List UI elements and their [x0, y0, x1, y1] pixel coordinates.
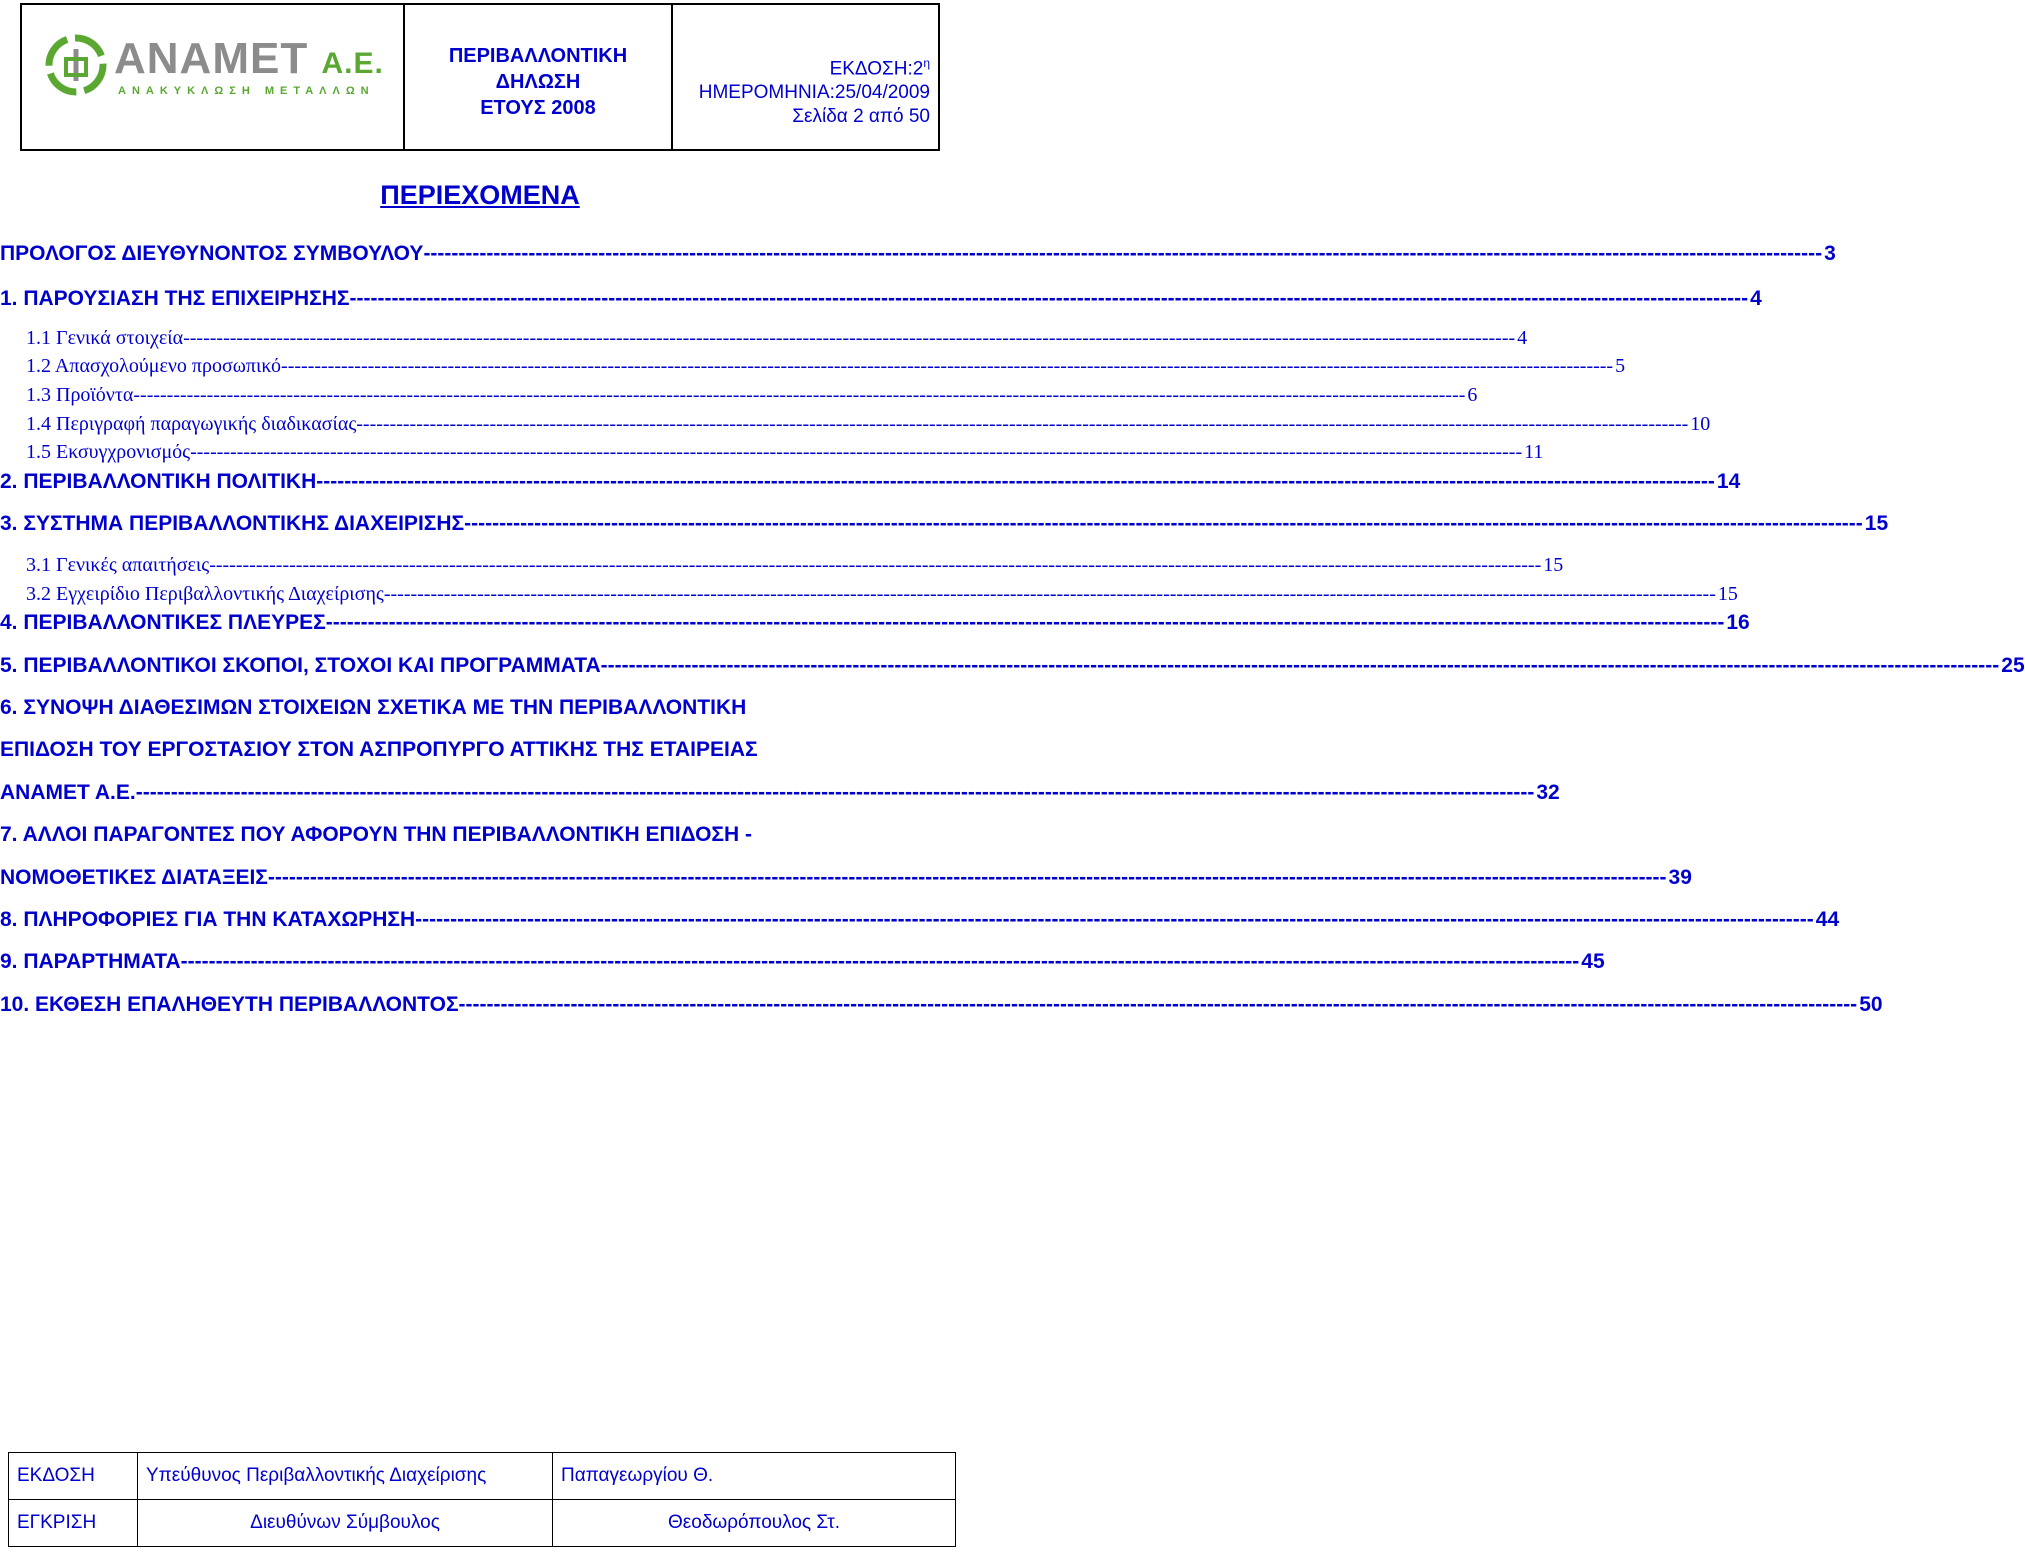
toc-leader: --------------------------------------------------------------------------------------------------------------------------------------------------------------------------------------------------------: [135, 781, 1535, 804]
date: ΗΜΕΡΟΜΗΝΙΑ:25/04/2009: [698, 82, 930, 104]
toc-entry[interactable]: [0, 470, 1741, 494]
toc-entry[interactable]: [0, 611, 1750, 635]
toc-entry[interactable]: [0, 355, 1626, 378]
toc-entry-line[interactable]: 7. ΑΛΛΟΙ ΠΑΡΑΓΟΝΤΕΣ ΠΟΥ ΑΦΟΡΟΥΝ ΤΗΝ ΠΕΡΙΒΑΛΛΟΝΤΙΚΗ ΕΠΙΔΟΣΗ -: [0, 823, 753, 846]
toc-entry-page: 10: [1690, 413, 1711, 435]
toc-entry-page: 3: [1824, 242, 1836, 265]
approval-position: Υπεύθυνος Περιβαλλοντικής Διαχείρισης: [138, 1453, 553, 1500]
toc-entry[interactable]: [0, 993, 1883, 1017]
toc-leader: --------------------------------------------------------------------------------------------------------------------------------------------------------------------------------------------------------: [133, 384, 1466, 406]
toc-entry-label: 1.4 Περιγραφή παραγωγικής διαδικασίας: [26, 413, 357, 435]
toc-entry-label: ΝΟΜΟΘΕΤΙΚΕΣ ΔΙΑΤΑΞΕΙΣ: [0, 866, 268, 889]
toc-entry[interactable]: [0, 441, 1544, 464]
toc-entry-label: 1.1 Γενικά στοιχεία: [26, 327, 184, 349]
toc-entry-label: 1. ΠΑΡΟΥΣΙΑΣΗ ΤΗΣ ΕΠΙΧΕΙΡΗΣΗΣ: [0, 287, 350, 310]
toc-entry-page: 14: [1716, 470, 1741, 493]
edition-text: ΕΚΔΟΣΗ:2: [829, 58, 924, 80]
toc-leader: --------------------------------------------------------------------------------------------------------------------------------------------------------------------------------------------------------: [415, 908, 1814, 931]
document-meta: [673, 5, 938, 149]
toc-entry-label: ΠΡΟΛΟΓΟΣ ΔΙΕΥΘΥΝΟΝΤΟΣ ΣΥΜΒΟΥΛΟΥ: [0, 242, 424, 265]
approval-name: Θεοδωρόπουλος Στ.: [553, 1500, 956, 1547]
toc-leader: --------------------------------------------------------------------------------------------------------------------------------------------------------------------------------------------------------: [458, 993, 1858, 1016]
edition-superscript: η: [923, 56, 930, 70]
toc-entry-page: 5: [1615, 355, 1626, 377]
recycling-logo-icon: [46, 35, 106, 95]
toc-entry-page: 25: [2001, 654, 2025, 677]
toc-entry-page: 4: [1517, 327, 1528, 349]
logo-wordmark: [114, 35, 384, 88]
toc-entry[interactable]: [0, 866, 1692, 890]
approval-table: [8, 1452, 956, 1547]
toc-entry-line[interactable]: 6. ΣΥΝΟΨΗ ΔΙΑΘΕΣΙΜΩΝ ΣΤΟΙΧΕΙΩΝ ΣΧΕΤΙΚΑ ΜΕ ΤΗΝ ΠΕΡΙΒΑΛΛΟΝΤΙΚΗ: [0, 696, 747, 719]
table-row: [9, 1500, 956, 1547]
toc-entry[interactable]: [0, 781, 1560, 805]
toc-entry-label: 1.2 Απασχολούμενο προσωπικό: [26, 355, 282, 377]
toc-entry-label: 9. ΠΑΡΑΡΤΗΜΑΤΑ: [0, 950, 181, 973]
toc-entry-page: 15: [1543, 554, 1564, 576]
toc-leader: --------------------------------------------------------------------------------------------------------------------------------------------------------------------------------------------------------: [349, 287, 1749, 310]
toc-title: ΠΕΡΙΕΧΟΜΕΝΑ: [380, 180, 580, 210]
toc-leader: --------------------------------------------------------------------------------------------------------------------------------------------------------------------------------------------------------: [423, 242, 1823, 265]
toc-entry-page: 45: [1581, 950, 1605, 973]
toc-entry-page: 15: [1717, 583, 1738, 605]
toc-entry-label: 2. ΠΕΡΙΒΑΛΛΟΝΤΙΚΗ ΠΟΛΙΤΙΚΗ: [0, 470, 317, 493]
toc-entry[interactable]: [0, 287, 1762, 311]
toc-leader: --------------------------------------------------------------------------------------------------------------------------------------------------------------------------------------------------------: [600, 654, 2000, 677]
toc-entry[interactable]: [0, 950, 1605, 974]
approval-role: ΕΓΚΡΙΣΗ: [9, 1500, 138, 1547]
toc-entry-label: 1.5 Εκσυγχρονισμός: [26, 441, 191, 463]
logo-tagline: ΑΝΑΚΥΚΛΩΣΗ ΜΕΤΑΛΛΩΝ: [118, 85, 375, 97]
toc-entry-line[interactable]: ΕΠΙΔΟΣΗ ΤΟΥ ΕΡΓΟΣΤΑΣΙΟΥ ΣΤΟΝ ΑΣΠΡΟΠΥΡΓΟ ΑΤΤΙΚΗΣ ΤΗΣ ΕΤΑΙΡΕΙΑΣ: [0, 738, 758, 761]
title-line-2: ΔΗΛΩΣΗ: [495, 71, 581, 93]
table-row: [9, 1453, 956, 1500]
toc-entry-page: 32: [1536, 781, 1560, 804]
toc-entry[interactable]: [0, 327, 1528, 350]
toc-entry[interactable]: [0, 654, 2025, 678]
edition: [830, 51, 930, 81]
toc-entry-label: 3. ΣΥΣΤΗΜΑ ΠΕΡΙΒΑΛΛΟΝΤΙΚΗΣ ΔΙΑΧΕΙΡΙΣΗΣ: [0, 512, 465, 535]
toc-leader: --------------------------------------------------------------------------------------------------------------------------------------------------------------------------------------------------------: [316, 470, 1715, 493]
toc-entry[interactable]: [0, 583, 1738, 606]
toc-entry-page: 39: [1668, 866, 1692, 889]
toc-entry-page: 6: [1467, 384, 1478, 406]
toc-entry-label: 3.2 Εγχειρίδιο Περιβαλλοντικής Διαχείρισης: [26, 583, 384, 605]
toc-leader: --------------------------------------------------------------------------------------------------------------------------------------------------------------------------------------------------------: [356, 413, 1689, 435]
toc-leader: --------------------------------------------------------------------------------------------------------------------------------------------------------------------------------------------------------: [183, 327, 1516, 349]
toc-entry[interactable]: [0, 908, 1840, 932]
title-line-1: ΠΕΡΙΒΑΛΛΟΝΤΙΚΗ: [448, 45, 628, 67]
toc-leader: --------------------------------------------------------------------------------------------------------------------------------------------------------------------------------------------------------: [267, 866, 1667, 889]
toc-entry-page: 44: [1815, 908, 1840, 931]
toc-entry-page: 15: [1864, 512, 1889, 535]
toc-entry-label: ΑΝΑΜΕΤ Α.Ε.: [0, 781, 136, 804]
toc-leader: --------------------------------------------------------------------------------------------------------------------------------------------------------------------------------------------------------: [281, 355, 1614, 377]
title-line-3: ΕΤΟΥΣ 2008: [480, 97, 596, 119]
page-number: Σελίδα 2 από 50: [792, 106, 930, 128]
toc-leader: --------------------------------------------------------------------------------------------------------------------------------------------------------------------------------------------------------: [209, 554, 1542, 576]
toc-entry-label: 5. ΠΕΡΙΒΑΛΛΟΝΤΙΚΟΙ ΣΚΟΠΟΙ, ΣΤΟΧΟΙ ΚΑΙ ΠΡΟΓΡΑΜΜΑΤΑ: [0, 654, 601, 677]
logo-cell: [22, 5, 405, 149]
toc-entry-page: 16: [1726, 611, 1750, 634]
toc-entry[interactable]: [0, 512, 1889, 536]
toc-leader: --------------------------------------------------------------------------------------------------------------------------------------------------------------------------------------------------------: [464, 512, 1863, 535]
toc-leader: --------------------------------------------------------------------------------------------------------------------------------------------------------------------------------------------------------: [325, 611, 1725, 634]
toc-entry[interactable]: [0, 554, 1564, 577]
approval-position: Διευθύνων Σύμβουλος: [138, 1500, 553, 1547]
approval-name: Παπαγεωργίου Θ.: [553, 1453, 956, 1500]
toc-leader: --------------------------------------------------------------------------------------------------------------------------------------------------------------------------------------------------------: [383, 583, 1716, 605]
toc-entry[interactable]: [0, 413, 1711, 436]
document-header: [20, 3, 940, 151]
toc-entry-page: 4: [1750, 287, 1762, 310]
approval-role: ΕΚΔΟΣΗ: [9, 1453, 138, 1500]
toc-entry-page: 50: [1859, 993, 1883, 1016]
toc-entry-label: 8. ΠΛΗΡΟΦΟΡΙΕΣ ΓΙΑ ΤΗΝ ΚΑΤΑΧΩΡΗΣΗ: [0, 908, 416, 931]
document-title: [405, 5, 673, 149]
toc-entry[interactable]: [0, 384, 1478, 407]
logo-name: ΑΝΑΜΕΤ: [114, 34, 309, 83]
toc-leader: --------------------------------------------------------------------------------------------------------------------------------------------------------------------------------------------------------: [180, 950, 1580, 973]
logo-suffix: Α.Ε.: [321, 47, 384, 80]
toc-entry[interactable]: [0, 242, 1836, 266]
toc-entry-page: 11: [1524, 441, 1544, 463]
toc-entry-label: 10. ΕΚΘΕΣΗ ΕΠΑΛΗΘΕΥΤΗ ΠΕΡΙΒΑΛΛΟΝΤΟΣ: [0, 993, 459, 1016]
toc-entry-label: 3.1 Γενικές απαιτήσεις: [26, 554, 210, 576]
toc-entry-label: 4. ΠΕΡΙΒΑΛΛΟΝΤΙΚΕΣ ΠΛΕΥΡΕΣ: [0, 611, 326, 634]
toc-leader: --------------------------------------------------------------------------------------------------------------------------------------------------------------------------------------------------------: [190, 441, 1523, 463]
toc-entry-label: 1.3 Προϊόντα: [26, 384, 134, 406]
